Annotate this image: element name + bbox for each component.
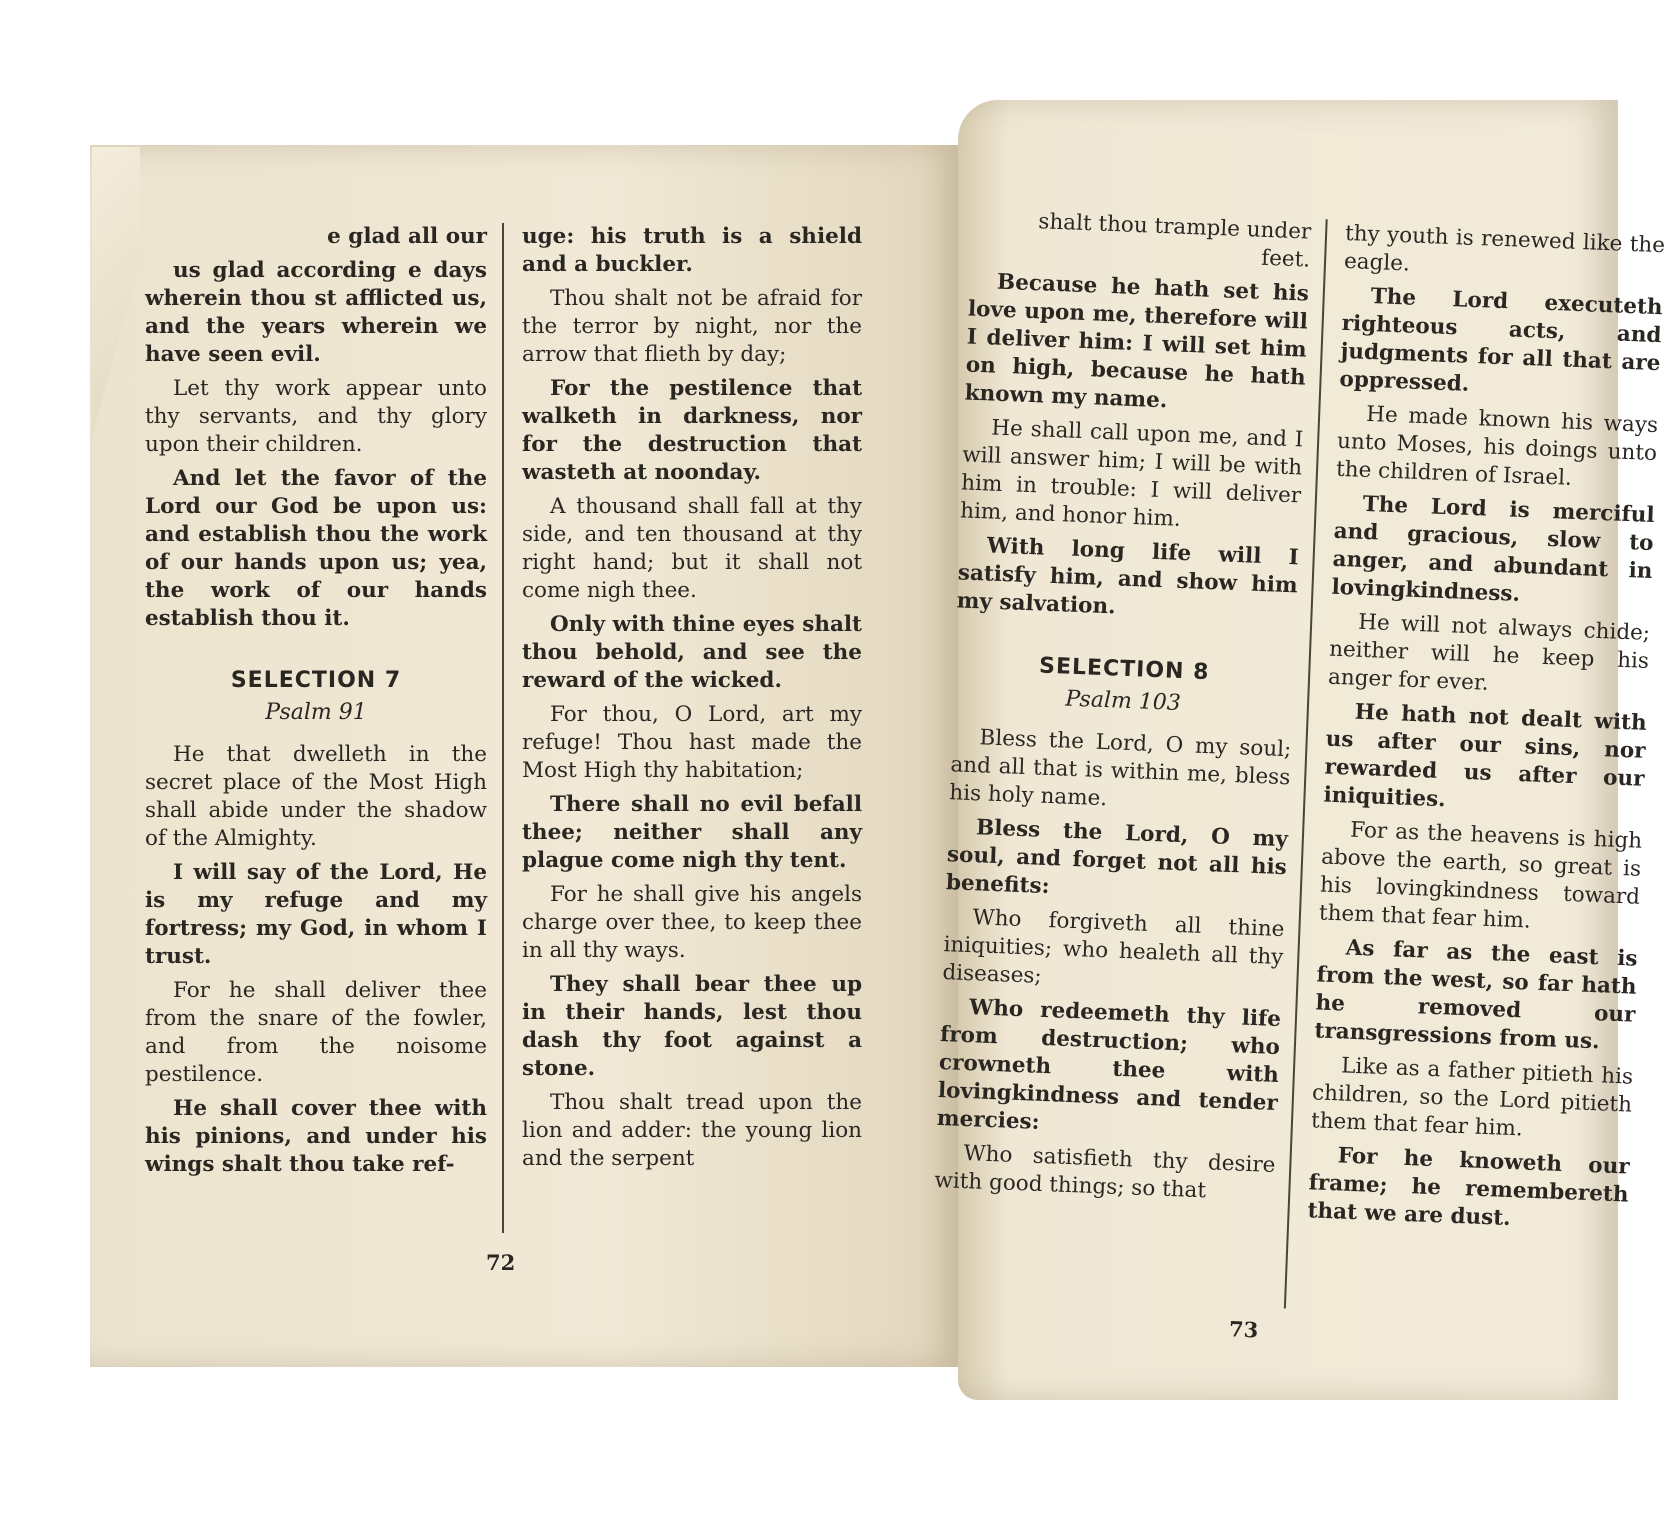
paragraph: With long life will I satisfy him, and show him my salvation. <box>956 533 1300 620</box>
paragraph: He hath not dealt with us after our sins, nor rewarded us after our iniquities. <box>1323 699 1648 813</box>
paragraph: Thou shalt tread upon the lion and adder: the young lion and the serpent <box>522 1090 862 1171</box>
paragraph: As far as the east is from the west, so far hath he removed our transgressions from us. <box>1314 935 1638 1055</box>
psalm-subheading: Psalm 91 <box>265 700 367 725</box>
paragraph: Who forgiveth all thine iniquities; who healeth all thy diseases; <box>942 905 1285 989</box>
paragraph: He shall call upon me, and I will answer him; I will be with him in trouble: I will deliver him, and honor him. <box>959 415 1304 532</box>
paragraph: They shall bear thee up in their hands, lest thou dash thy foot against a stone. <box>522 972 862 1081</box>
paragraph: For thou, O Lord, art my refuge! Thou hast made the Most High thy habitation; <box>522 702 862 783</box>
paragraph: The Lord executeth righteous acts, and judgments for all that are oppressed. <box>1339 283 1664 397</box>
right-page <box>934 100 1666 1400</box>
paragraph: There shall no evil befall thee; neither shall any plague come nigh thy tent. <box>522 792 862 873</box>
selection-heading: SELECTION 7 <box>230 668 402 693</box>
selection-heading: SELECTION 8 <box>1038 653 1210 686</box>
page-number: 72 <box>486 1250 516 1275</box>
paragraph: Who satisfieth thy desire with good things; so that <box>934 1140 1276 1204</box>
page-number: 73 <box>1228 1316 1259 1343</box>
paragraph: He will not always chide; neither will he keep his anger for ever. <box>1327 609 1651 696</box>
left-page-column-2 <box>522 223 862 1179</box>
left-page-column-1 <box>145 223 487 1185</box>
paragraph: For the pestilence that walketh in darkness, nor for the destruction that wasteth at noonday. <box>522 376 862 485</box>
right-page-column-2 <box>1307 220 1666 1244</box>
paragraph: He that dwelleth in the secret place of the Most High shall abide under the shadow of the Almighty. <box>145 742 487 851</box>
right-page-column-1 <box>934 206 1312 1214</box>
paragraph: e glad all our <box>327 224 487 249</box>
paragraph: Because he hath set his love upon me, therefore will I deliver him: I will set him on high, because he hath known my name. <box>964 269 1310 414</box>
paragraph: shalt thou trample under feet. <box>1037 209 1312 273</box>
left-page <box>90 145 962 1367</box>
paragraph: uge: his truth is a shield and a buckler. <box>522 224 862 277</box>
paragraph: I will say of the Lord, He is my refuge and my fortress; my God, in whom I trust. <box>145 860 487 969</box>
paragraph: For he knoweth our frame; he remembereth that we are dust. <box>1307 1143 1631 1232</box>
paragraph: He shall cover thee with his pinions, and under his wings shalt thou take ref- <box>145 1096 487 1177</box>
paragraph: Only with thine eyes shalt thou behold, and see the reward of the wicked. <box>522 612 862 693</box>
paragraph: And let the favor of the Lord our God be upon us: and establish thou the work of our hands upon us; yea, the work of our hands establish thou it. <box>145 466 487 631</box>
paragraph: Bless the Lord, O my soul; and all that is within me, bless his holy name. <box>948 725 1292 812</box>
paragraph: The Lord is merciful and gracious, slow to anger, and abundant in lovingkindness. <box>1331 491 1656 607</box>
paragraph: Like as a father pitieth his children, so the Lord pitieth them that fear him. <box>1310 1053 1634 1142</box>
paragraph: Who redeemeth thy life from destruction; who crowneth thee with lovingkindness and tender mercies: <box>936 995 1282 1135</box>
paragraph: thy youth is renewed like the eagle. <box>1343 220 1666 277</box>
paragraph: For he shall deliver thee from the snare of the fowler, and from the noisome pestilence. <box>145 978 487 1087</box>
paragraph: Let thy work appear unto thy servants, and thy glory upon their children. <box>145 376 487 457</box>
paragraph: us glad according e days wherein thou st afflicted us, and the years wherein we have seen evil. <box>145 258 487 367</box>
paragraph: A thousand shall fall at thy side, and ten thousand at thy right hand; but it shall not come nigh thee. <box>522 494 862 603</box>
paragraph: For he shall give his angels charge over thee, to keep thee in all thy ways. <box>522 882 862 963</box>
paragraph: Thou shalt not be afraid for the terror by night, nor the arrow that flieth by day; <box>522 286 862 367</box>
column-divider <box>502 223 504 1233</box>
psalm-subheading: Psalm 103 <box>1064 686 1182 716</box>
paragraph: He made known his ways unto Moses, his doings unto the children of Israel. <box>1335 401 1659 491</box>
paragraph: For as the heavens is high above the earth, so great is his lovingkindness toward them that fear him. <box>1318 817 1643 934</box>
paragraph: Bless the Lord, O my soul, and forget not all his benefits: <box>945 815 1289 900</box>
